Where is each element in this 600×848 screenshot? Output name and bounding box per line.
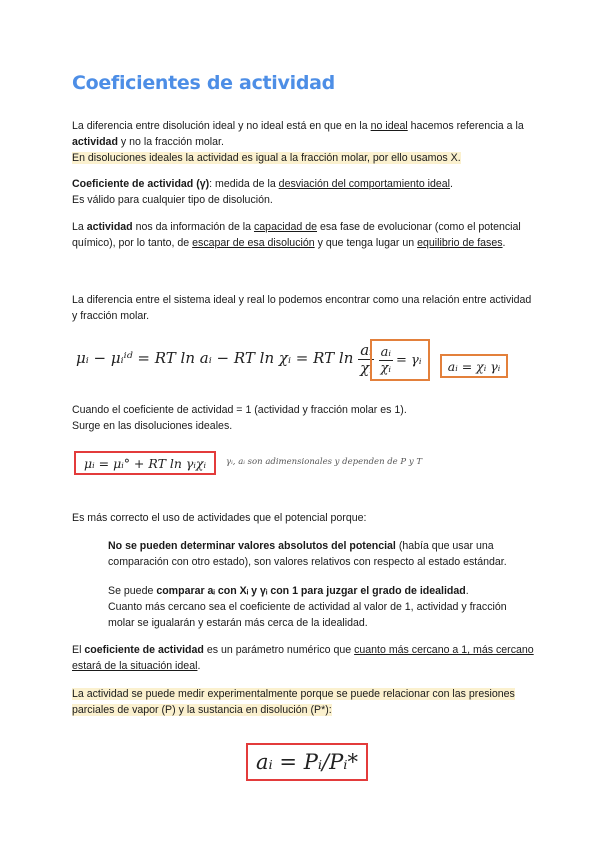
text: Cuanto más cercano sea el coeficiente de actividad al valor de 1, actividad y fracción molar se igualarán y estarán más cerca de la idealidad. [108,601,507,629]
text: La [72,221,87,233]
equation-chemical-potential [76,338,374,378]
bold-text: coeficiente de actividad [84,644,204,656]
underlined-text: desviación del comportamiento ideal [278,178,451,190]
paragraph-why-activities: Es más correcto el uso de actividades que el potencial porque: [72,512,367,524]
bold-text: comparar aᵢ con Xᵢ y γᵢ con 1 para juzgar el grado de idealidad [156,585,466,597]
underlined-text: escapar de esa disolución [192,237,315,249]
boxed-equation-real-potential: μᵢ = μᵢ° + RT ln γᵢχᵢ [74,451,216,475]
paragraph-measurement [72,686,534,718]
text: hacemos referencia a la [407,120,524,132]
point-compare-ideality [108,583,534,631]
paragraph-coefficient-parameter [72,642,534,674]
text: . [197,660,201,672]
point-no-absolute-values [108,538,534,570]
boxed-equation-gamma: $\frac{\text{aᵢ}}{\text{χᵢ}}$ = γᵢ [370,339,430,381]
underlined-text: cuanto más cercano a 1, más cercano estará de la situación ideal [72,644,534,672]
paragraph-coefficient-one [72,402,534,434]
text: (había que usar una comparación con otro estado), son valores relativos con respecto al estado estándar. [108,540,507,568]
text: Se puede [108,585,157,597]
text: y no la fracción molar. [117,136,224,148]
paragraph-activity-coefficient [72,176,534,208]
text: . [465,585,469,597]
bold-text: actividad [72,136,118,148]
text: nos da información de la [132,221,254,233]
paragraph-ideal-real-difference: La diferencia entre el sistema ideal y real lo podemos encontrar como una relación entre actividad y fracción molar. [72,294,532,322]
underlined-text: capacidad de [253,221,318,233]
highlighted-text: La actividad se puede medir experimentalmente porque se puede relacionar con las presiones parciales de vapor (P) y la sustancia en disolución (P*): [72,688,515,716]
text: El [72,644,85,656]
text: La diferencia entre disolución ideal y no ideal está en que en la [72,120,371,132]
highlighted-text: En disoluciones ideales la actividad es igual a la fracción molar, por ello usamos X. [72,152,461,164]
bold-text: No se pueden determinar valores absolutos del potencial [108,540,396,552]
text: y que tenga lugar un [314,237,418,249]
bold-text: actividad [86,221,133,233]
page-title: Coeficientes de actividad [72,72,335,94]
text: es un parámetro numérico que [203,644,355,656]
equation-note: γᵢ, aᵢ son adimensionales y dependen de P y T [226,457,423,467]
equation-text: μᵢ − μᵢⁱᵈ = RT ln aᵢ − RT ln χᵢ = RT ln [76,349,354,367]
paragraph-activity-info [72,219,534,251]
text: Cuando el coeficiente de actividad = 1 (actividad y fracción molar es 1). [72,404,407,416]
fraction: $\frac{\text{aᵢ}}{\text{χᵢ}}$ [360,340,373,377]
boxed-equation-activity: aᵢ = χᵢ γᵢ [440,354,508,378]
text: . [502,237,506,249]
text: esa fase de evolucionar (como el potencial químico), por lo tanto, de [72,221,521,249]
text: Surge en las disoluciones ideales. [72,420,233,432]
underlined-text: no ideal [370,120,408,132]
boxed-equation-vapor-pressure: aᵢ = Pᵢ/Pᵢ* [246,743,368,781]
paragraph-ideal-vs-nonideal [72,118,534,166]
text: . [450,178,453,190]
text: Es válido para cualquier tipo de disolución. [72,194,273,206]
text: : medida de la [209,178,279,190]
bold-text: Coeficiente de actividad (γ) [72,178,210,190]
underlined-text: equilibrio de fases [417,237,503,249]
